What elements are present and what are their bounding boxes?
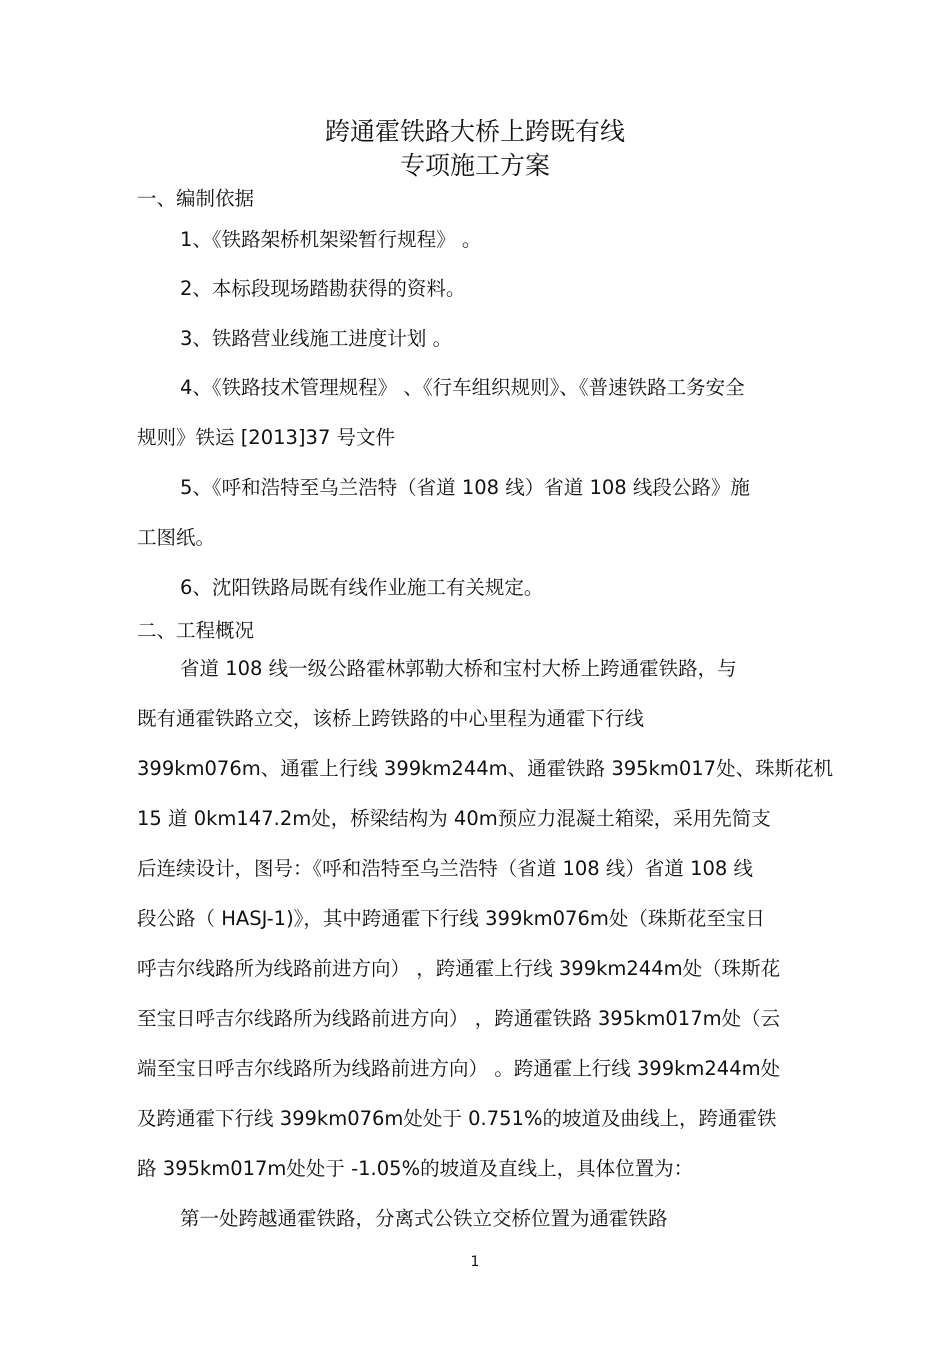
- basis-item-1: 1、《铁路架桥机架梁暂行规程》 。: [180, 228, 482, 251]
- overview-line-1: 省道 108 线一级公路霍林郭勒大桥和宝村大桥上跨通霍铁路，与: [180, 657, 737, 680]
- overview-line-12: 第一处跨越通霍铁路，分离式公铁立交桥位置为通霍铁路: [180, 1207, 668, 1230]
- document-title-line-1: 跨通霍铁路大桥上跨既有线: [324, 117, 625, 146]
- overview-line-4: 15 道 0km147.2m处，桥梁结构为 40m预应力混凝土箱梁，采用先简支: [137, 807, 771, 830]
- basis-item-2: 2、本标段现场踏勘获得的资料。: [180, 277, 466, 300]
- page-number: 1: [470, 1254, 480, 1270]
- overview-line-7: 呼吉尔线路所为线路前进方向） ，跨通霍上行线 399km244m处（珠斯花: [137, 957, 781, 980]
- overview-line-10: 及跨通霍下行线 399km076m处处于 0.751%的坡道及曲线上，跨通霍铁: [137, 1107, 777, 1130]
- basis-item-3: 3、铁路营业线施工进度计划 。: [180, 327, 453, 350]
- overview-line-3: 399km076m、通霍上行线 399km244m、通霍铁路 395km017处、珠斯花机: [137, 757, 834, 780]
- overview-line-5: 后连续设计，图号：《呼和浩特至乌兰浩特（省道 108 线）省道 108 线: [137, 857, 753, 880]
- overview-line-6: 段公路（ HASJ-1)》，其中跨通霍下行线 399km076m处（珠斯花至宝日: [137, 907, 765, 930]
- document-title-line-2: 专项施工方案: [399, 151, 550, 180]
- overview-line-9: 端至宝日呼吉尔线路所为线路前进方向） 。跨通霍上行线 399km244m处: [137, 1057, 781, 1080]
- basis-item-6: 6、沈阳铁路局既有线作业施工有关规定。: [180, 576, 544, 599]
- overview-line-8: 至宝日呼吉尔线路所为线路前进方向） ，跨通霍铁路 395km017m处（云: [137, 1007, 781, 1030]
- section-1-heading: 一、编制依据: [137, 187, 255, 210]
- basis-item-4: 4、《铁路技术管理规程》 、《行车组织规则》、《普速铁路工务安全: [180, 376, 745, 399]
- basis-item-5: 5、《呼和浩特至乌兰浩特（省道 108 线）省道 108 线段公路》施: [180, 476, 750, 499]
- section-2-heading: 二、工程概况: [137, 619, 255, 642]
- overview-line-2: 既有通霍铁路立交，该桥上跨铁路的中心里程为通霍下行线: [137, 707, 645, 730]
- overview-line-11: 路 395km017m处处于 -1.05%的坡道及直线上，具体位置为：: [137, 1157, 694, 1180]
- basis-item-5-continued: 工图纸。: [137, 526, 216, 549]
- basis-item-4-continued: 规则》铁运 [2013]37 号文件: [137, 426, 396, 449]
